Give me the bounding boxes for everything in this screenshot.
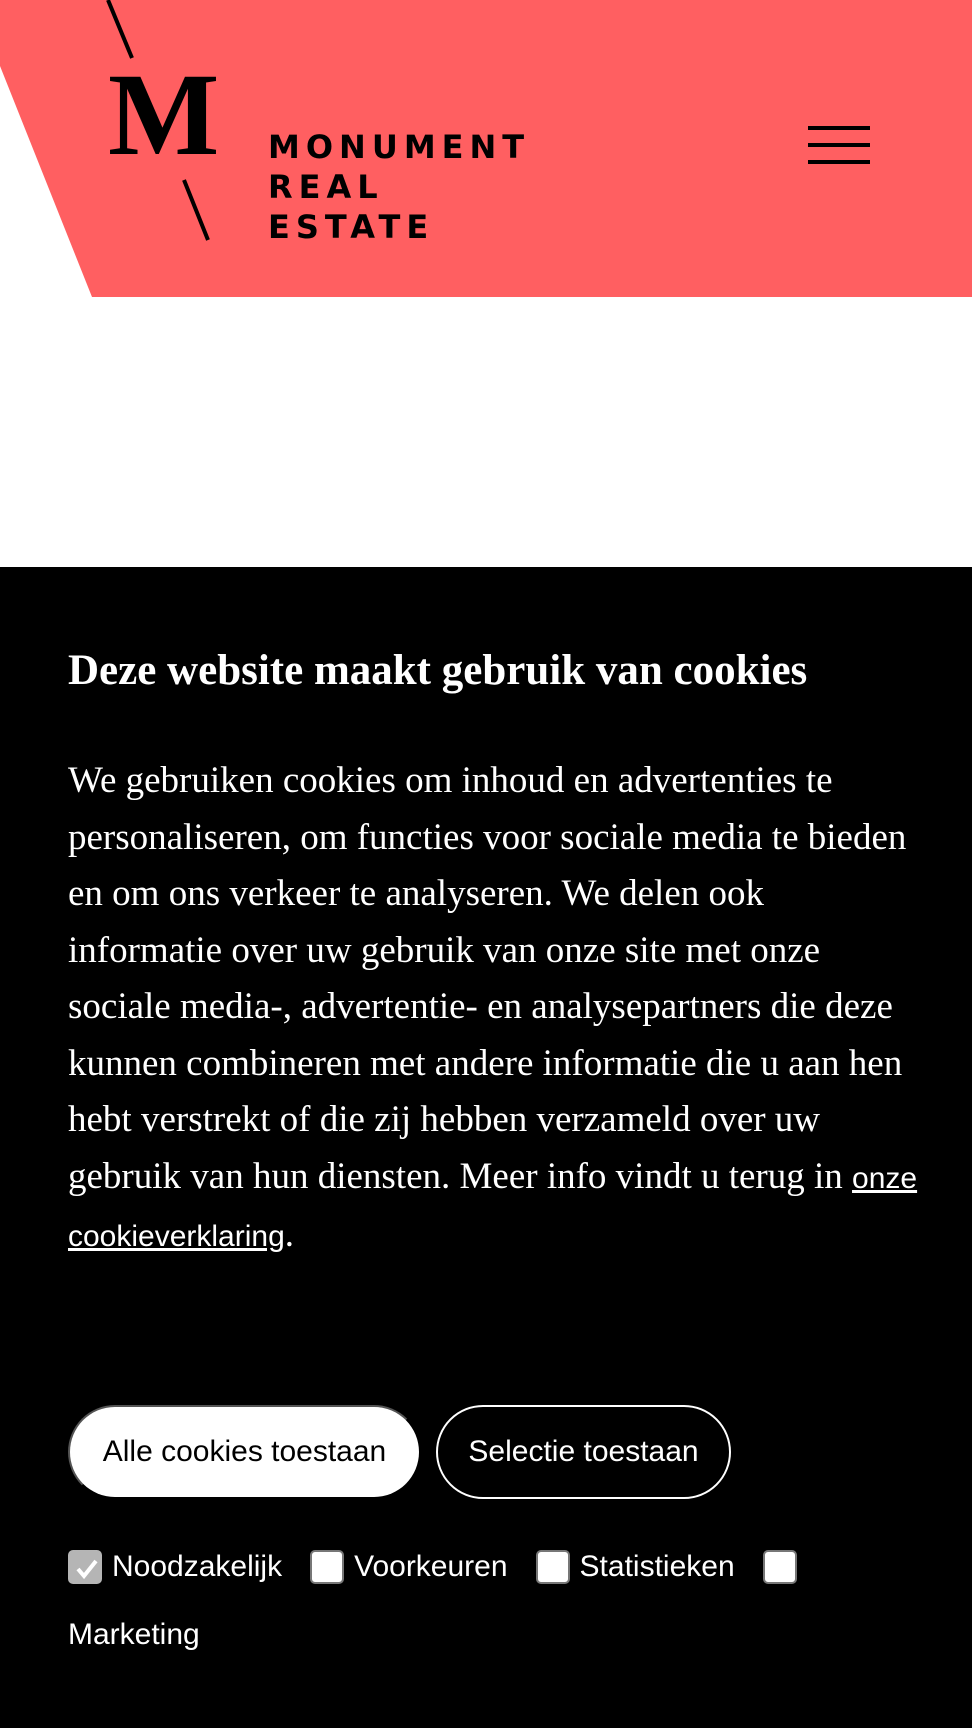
cookie-description bbox=[68, 753, 918, 1266]
cookie-options-row-2 bbox=[68, 1601, 928, 1669]
site-header bbox=[0, 0, 972, 297]
checkbox-necessary-label: Noodzakelijk bbox=[112, 1550, 283, 1583]
logo-slash-bottom-icon bbox=[182, 178, 212, 242]
cookie-options bbox=[68, 1533, 928, 1669]
hamburger-icon[interactable] bbox=[802, 116, 870, 176]
allow-all-cookies-button[interactable]: Alle cookies toestaan bbox=[68, 1405, 421, 1499]
checkbox-statistics-box[interactable] bbox=[536, 1550, 570, 1584]
menu-bar bbox=[808, 126, 870, 130]
checkbox-necessary[interactable] bbox=[68, 1550, 282, 1584]
checkbox-preferences-label: Voorkeuren bbox=[354, 1550, 508, 1583]
cookie-policy-link[interactable]: onze cookieverklaring bbox=[68, 1161, 918, 1253]
checkbox-preferences[interactable] bbox=[310, 1550, 507, 1584]
cookie-consent-banner bbox=[0, 567, 972, 1728]
checkbox-necessary-box[interactable] bbox=[68, 1550, 102, 1584]
checkbox-marketing[interactable] bbox=[763, 1550, 807, 1584]
logo-line-1: MONUMENT bbox=[268, 128, 531, 166]
checkbox-marketing-box[interactable] bbox=[763, 1550, 797, 1584]
checkbox-statistics[interactable] bbox=[536, 1550, 735, 1584]
cookie-options-row bbox=[68, 1533, 928, 1601]
menu-bar bbox=[808, 143, 870, 147]
cookie-description-end: . bbox=[284, 1214, 295, 1255]
menu-bar bbox=[808, 160, 870, 164]
logo-wordmark bbox=[268, 127, 530, 247]
checkmark-icon bbox=[74, 1556, 100, 1582]
checkbox-marketing-label[interactable]: Marketing bbox=[68, 1618, 200, 1651]
logo-initial: M bbox=[108, 49, 216, 180]
checkbox-statistics-label: Statistieken bbox=[579, 1550, 735, 1583]
logo-line-2: REAL bbox=[268, 168, 384, 206]
brand-logo[interactable] bbox=[100, 0, 580, 250]
logo-line-3: ESTATE bbox=[268, 208, 435, 246]
checkbox-preferences-box[interactable] bbox=[310, 1550, 344, 1584]
allow-selection-button[interactable]: Selectie toestaan bbox=[436, 1405, 731, 1499]
cookie-description-text: We gebruiken cookies om inhoud en advertenties te personaliseren, om functies voor sociale media te bieden en om ons verkeer te analyseren. We delen ook informatie over uw gebruik van onze site met onze sociale media-, advertentie- en analysepartners die deze kunnen combineren met andere informatie die u aan hen hebt verstrekt of die zij hebben verzameld over uw gebruik van hun diensten. Meer info vindt u terug in bbox=[68, 760, 907, 1197]
cookie-title: Deze website maakt gebruik van cookies bbox=[68, 647, 808, 694]
